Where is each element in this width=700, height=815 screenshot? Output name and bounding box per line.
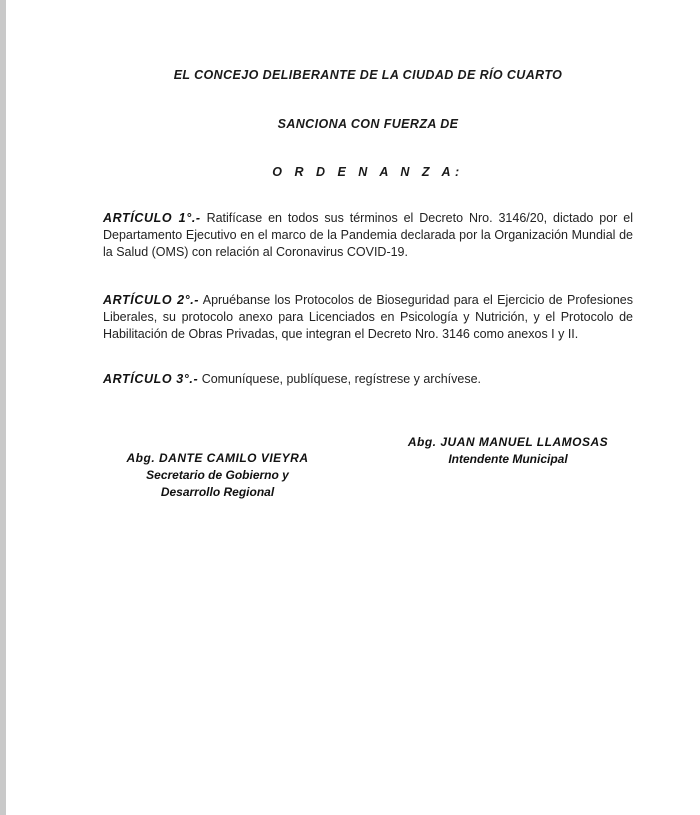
sanction-heading: SANCIONA CON FUERZA DE <box>277 117 459 131</box>
article-2-label: ARTÍCULO 2°.- <box>103 293 200 307</box>
signature-block-secretary <box>105 450 330 501</box>
article-1-label: ARTÍCULO 1°.- <box>103 211 201 225</box>
signature-name-secretary: Abg. DANTE CAMILO VIEYRA <box>126 451 309 465</box>
ordinance-heading: O R D E N A N Z A: <box>272 165 464 179</box>
signature-title-secretary-line1: Secretario de Gobierno y <box>146 468 289 482</box>
article-1 <box>103 210 633 261</box>
signature-name-mayor: Abg. JUAN MANUEL LLAMOSAS <box>407 435 609 449</box>
article-1-text: Ratifícase en todos sus términos el Decreto Nro. 3146/20, dictado por el Departamento Ejecutivo en el marco de la Pandemia declarada por la Organización Mundial de la Salud (OMS) con relación al Coronavirus COVID-19. <box>103 211 633 259</box>
council-heading: EL CONCEJO DELIBERANTE DE LA CIUDAD DE RÍO CUARTO <box>173 68 563 82</box>
signature-title-secretary-line2: Desarrollo Regional <box>160 485 275 499</box>
article-3 <box>103 371 633 388</box>
signature-block-mayor <box>378 434 638 468</box>
article-2-text: Apruébanse los Protocolos de Bioseguridad para el Ejercicio de Profesiones Liberales, su protocolo anexo para Licenciados en Psicología y Nutrición, y el Protocolo de Habilitación de Obras Privadas, que integran el Decreto Nro. 3146 como anexos I y II. <box>103 293 633 341</box>
signature-title-mayor: Intendente Municipal <box>448 452 568 466</box>
article-3-text: Comuníquese, publíquese, regístrese y archívese. <box>198 372 482 386</box>
article-3-label: ARTÍCULO 3°.- <box>103 372 199 386</box>
article-2 <box>103 292 633 343</box>
